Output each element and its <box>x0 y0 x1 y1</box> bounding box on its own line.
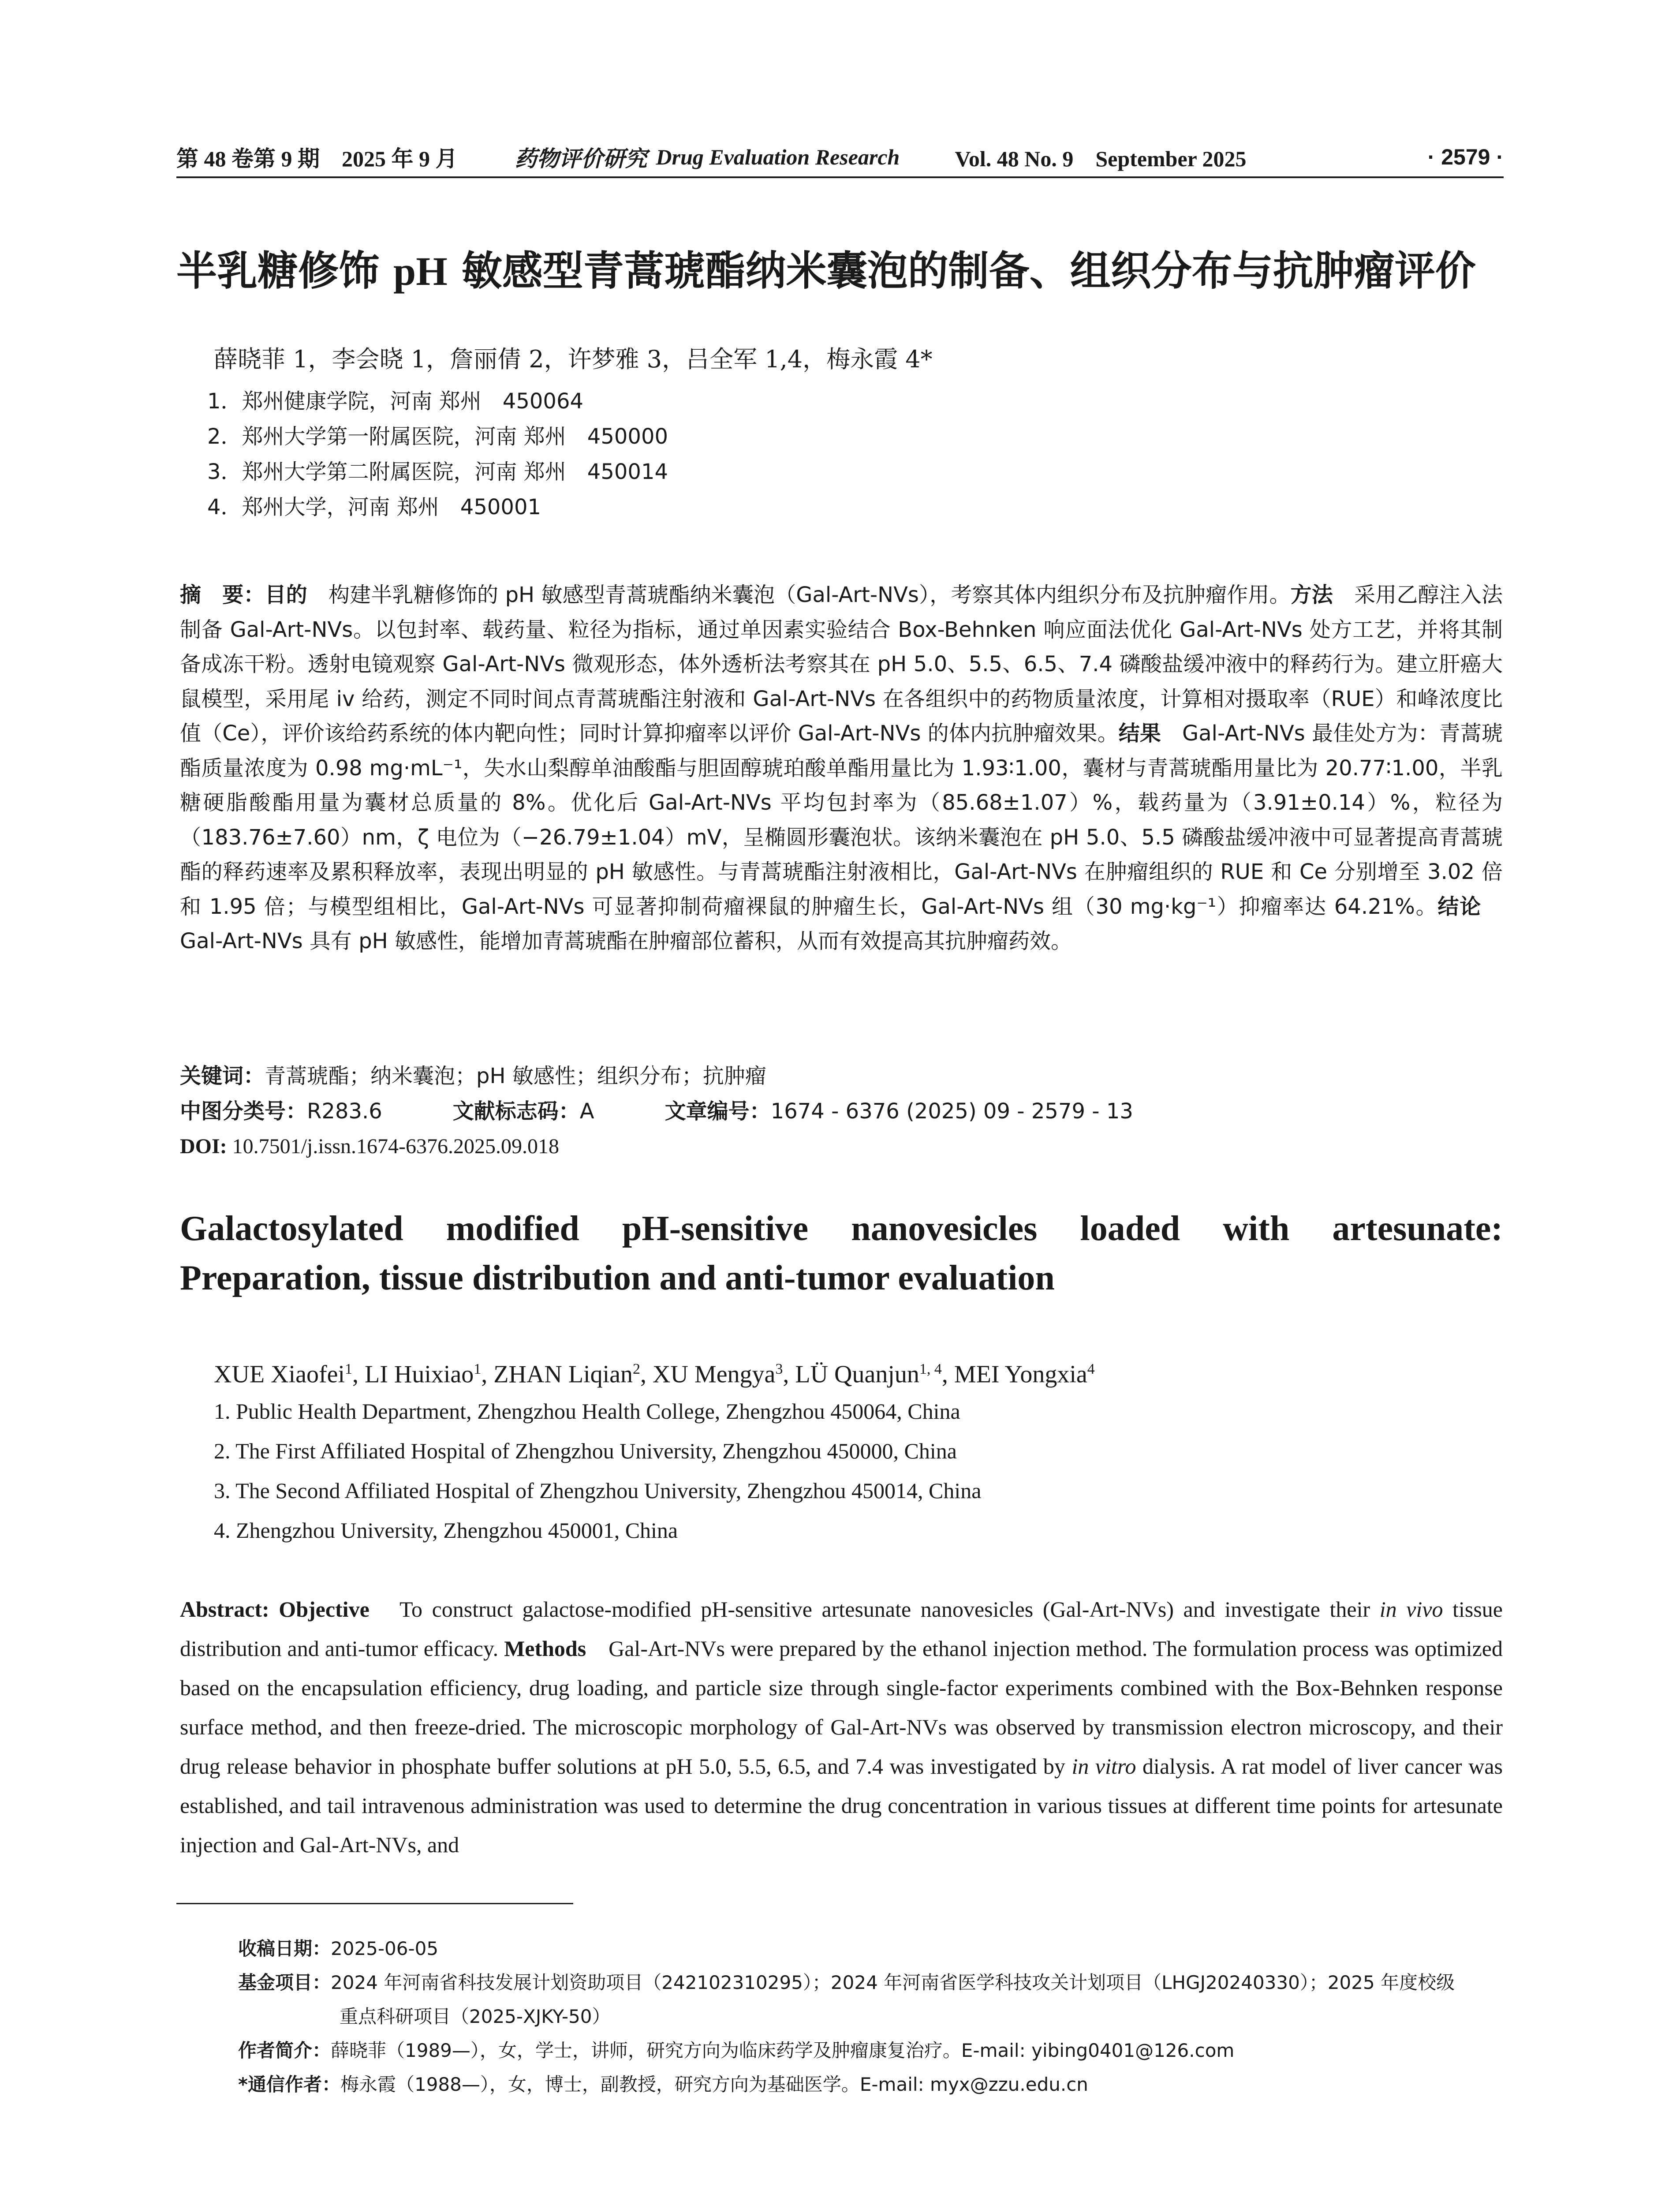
abstract-label-en: Abstract: Objective <box>180 1597 370 1622</box>
methods-label-en: Methods <box>504 1636 586 1661</box>
methods-cn: 采用乙醇注入法制备 Gal-Art-NVs。以包封率、载药量、粒径为指标，通过单因素实验结合 Box-Behnken 响应面法优化 Gal-Art-NVs 处方工艺，并将其制备成冻干粉。透射电镜观察 Gal-Art-NVs 微观形态，体外透析法考察其在 pH 5.0、5.5、6.5、7.4 磷酸盐缓冲液中的释药行为。建立肝癌大鼠模型，采用尾 iv 给药，测定不同时间点青蒿琥酯注射液和 Gal-Art-NVs 在各组织中的药物质量浓度，计算相对摄取率（RUE）和峰浓度比值（Ce），评价该给药系统的体内靶向性；同时计算抑瘤率以评价 Gal-Art-NVs 的体内抗肿瘤效果。 <box>180 583 1503 746</box>
footnote-received: 收稿日期：2025-06-05 <box>238 1938 439 1959</box>
objective-label-cn: 目的 <box>265 583 307 607</box>
results-label-cn: 结果 <box>1118 721 1161 746</box>
footnote-corresponding: *通信作者：梅永霞（1988—），女，博士，副教授，研究方向为基础医学。E-mail: myx@zzu.edu.cn <box>238 2074 1088 2095</box>
authors-cn: 薛晓菲 1，李会晓 1，詹丽倩 2，许梦雅 3，吕全军 1,4，梅永霞 4* <box>214 345 933 373</box>
objective-cn: 构建半乳糖修饰的 pH 敏感型青蒿琥酯纳米囊泡（Gal-Art-NVs），考察其体内组织分布及抗肿瘤作用。 <box>307 583 1291 607</box>
affiliation-en: 3. The Second Affiliated Hospital of Zhengzhou University, Zhengzhou 450014, China <box>214 1478 982 1503</box>
affiliation-cn: 3．郑州大学第二附属医院，河南 郑州 450014 <box>207 460 668 484</box>
conclusion-label-cn: 结论 <box>1437 894 1482 919</box>
running-header <box>176 139 1504 175</box>
affiliation-en: 1. Public Health Department, Zhengzhou Health College, Zhengzhou 450064, China <box>214 1399 960 1424</box>
affiliations-en <box>214 1391 981 1550</box>
title-en <box>180 1204 1503 1303</box>
footnote-fund: 基金项目：2024 年河南省科技发展计划资助项目（242102310295）；2024 年河南省医学科技攻关计划项目（LHGJ20240330）；2025 年度校级 <box>238 1972 1455 1993</box>
results-cn: Gal-Art-NVs 最佳处方为：青蒿琥酯质量浓度为 0.98 mg·mL⁻¹，失水山梨醇单油酸酯与胆固醇琥珀酸单酯用量比为 1.93∶1.00，囊材与青蒿琥酯用量比为 20.77∶1.00，半乳糖硬脂酸酯用量为囊材总质量的 8%。优化后 Gal-Art-NVs 平均包封率为（85.68±1.07）%，载药量为（3.91±0.14）%，粒径为（183.76±7.60）nm，ζ 电位为（−26.79±1.04）mV，呈椭圆形囊泡状。该纳米囊泡在 pH 5.0、5.5 磷酸盐缓冲液中可显著提高青蒿琥酯的释药速率及累积释放率，表现出明显的 pH 敏感性。与青蒿琥酯注射液相比，Gal-Art-NVs 在肿瘤组织的 RUE 和 Ce 分别增至 3.02 倍和 1.95 倍；与模型组相比，Gal-Art-NVs 可显著抑制荷瘤裸鼠的肿瘤生长，Gal-Art-NVs 组（30 mg·kg⁻¹）抑瘤率达 64.21%。 <box>180 721 1503 919</box>
affiliation-cn: 4．郑州大学，河南 郑州 450001 <box>207 495 541 519</box>
header-rule <box>176 176 1504 178</box>
affiliation-cn: 2．郑州大学第一附属医院，河南 郑州 450000 <box>207 424 668 449</box>
page-number: · 2579 · <box>1427 145 1504 169</box>
footnote-rule <box>176 1903 573 1904</box>
abstract-label-cn: 摘 要： <box>180 583 265 607</box>
doi: DOI: 10.7501/j.issn.1674-6376.2025.09.018 <box>180 1135 560 1158</box>
issue-cn: 第 48 卷第 9 期 2025 年 9 月 <box>176 146 458 171</box>
footnotes <box>238 1932 1504 2101</box>
footnote-author: 作者简介：薛晓菲（1989—），女，学士，讲师，研究方向为临床药学及肿瘤康复治疗。E-mail: yibing0401@126.com <box>238 2040 1235 2061</box>
title-cn: 半乳糖修饰 pH 敏感型青蒿琥酯纳米囊泡的制备、组织分布与抗肿瘤评价 <box>176 247 1476 295</box>
volume-info: Vol. 48 No. 9 September 2025 <box>955 146 1247 171</box>
journal-logo: 药物评价研究 <box>515 146 647 172</box>
footnote-fund-cont: 重点科研项目（2025-XJKY-50） <box>340 2006 611 2027</box>
affiliation-en: 4. Zhengzhou University, Zhengzhou 450001, China <box>214 1518 678 1543</box>
keywords-cn: 关键词：青蒿琥酯；纳米囊泡；pH 敏感性；组织分布；抗肿瘤 <box>180 1064 766 1088</box>
abstract-en: Abstract: Objective To construct galactose-modified pH-sensitive artesunate nanovesicles (Gal-Art-NVs) and investigate their in vivo tissue distribution and anti-tumor efficacy. Methods Gal-Art-NVs were prepared by the ethanol injection method. The formulation process was optimized based on the encapsulation efficiency, drug loading, and particle size through single-factor experiments combined with the Box-Behnken response surface method, and then freeze-dried. The microscopic morphology of Gal-Art-NVs was observed by transmission electron microscopy, and their drug release behavior in phosphate buffer solutions at pH 5.0, 5.5, 6.5, and 7.4 was investigated by in vitro dialysis. A rat model of liver cancer was established, and tail intravenous administration was used to determine the drug concentration in various tissues at different time points for artesunate injection and Gal-Art-NVs, and <box>180 1597 1503 1857</box>
conclusion-cn: Gal-Art-NVs 具有 pH 敏感性，能增加青蒿琥酯在肿瘤部位蓄积，从而有效提高其抗肿瘤药效。 <box>180 894 1503 953</box>
affiliation-cn: 1．郑州健康学院，河南 郑州 450064 <box>207 389 584 414</box>
affiliation-en: 2. The First Affiliated Hospital of Zhengzhou University, Zhengzhou 450000, China <box>214 1439 957 1463</box>
title-en-line2: Preparation, tissue distribution and anti-tumor evaluation <box>180 1259 1055 1297</box>
journal-name: Drug Evaluation Research <box>656 145 900 169</box>
abstract-cn <box>180 578 1503 959</box>
authors-en: XUE Xiaofei$^1$, LI Huixiao$^1$, ZHAN Liqian$^2$, XU Mengya$^3$, LÜ Quanjun$^{1, 4}$, MEI Yongxia$^4$ <box>214 1360 1095 1388</box>
affiliations-cn <box>207 384 668 525</box>
title-en-line1: Galactosylated modified pH-sensitive nanovesicles loaded with artesunate: <box>180 1209 1503 1248</box>
classification-cn: 中图分类号：R283.6 文献标志码：A 文章编号：1674 - 6376 (2025) 09 - 2579 - 13 <box>180 1099 1133 1124</box>
methods-label-cn: 方法 <box>1290 583 1333 607</box>
